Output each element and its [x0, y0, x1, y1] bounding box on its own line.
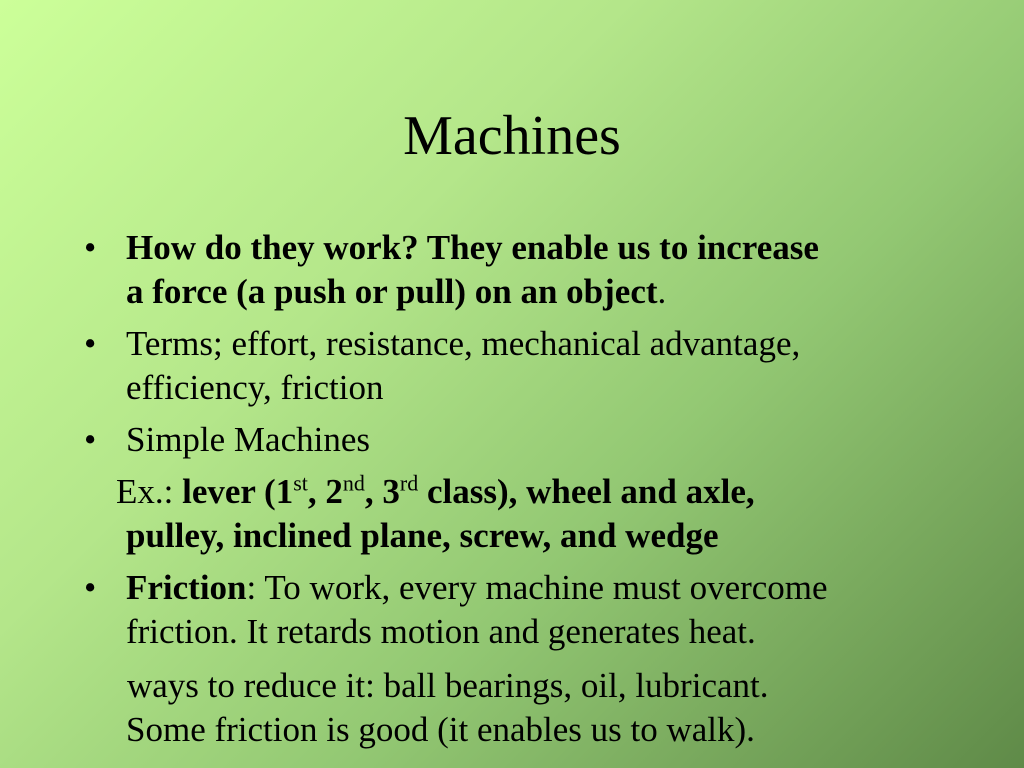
- terms-line-1: Terms; effort, resistance, mechanical advantage,: [126, 324, 801, 363]
- friction-line-1-rest: : To work, every machine must overcome: [246, 568, 828, 607]
- terms-line-2: efficiency, friction: [126, 368, 384, 407]
- reduce-friction-paragraph: [84, 664, 964, 752]
- friction-line-2: friction. It retards motion and generates heat.: [126, 612, 756, 651]
- bullet-text-bold-line-2: a force (a push or pull) on an object: [126, 272, 658, 311]
- reduce-line-1: ways to reduce it: ball bearings, oil, lubricant.: [127, 666, 769, 705]
- friction-bold-label: Friction: [126, 568, 247, 607]
- example-sup-st: st: [293, 470, 308, 496]
- bullet-item-simple-machines: [84, 418, 964, 462]
- example-sup-nd: nd: [342, 470, 365, 496]
- example-line-2: pulley, inclined plane, screw, and wedge: [126, 516, 719, 555]
- example-comma-2: , 2: [307, 472, 343, 511]
- bullet-text-tail: .: [657, 272, 667, 311]
- simple-machines-text: Simple Machines: [126, 420, 370, 459]
- example-prefix: Ex.:: [116, 472, 183, 511]
- bullet-icon: •: [84, 420, 97, 459]
- bullet-item-how-they-work: [84, 226, 964, 314]
- bullet-text-bold-line-1: How do they work? They enable us to increase: [126, 228, 819, 267]
- example-class-wheel-axle: class), wheel and axle,: [418, 472, 755, 511]
- bullet-icon: •: [84, 228, 97, 267]
- example-comma-3: , 3: [364, 472, 400, 511]
- slide-content: [84, 226, 964, 752]
- bullet-icon: •: [84, 324, 97, 363]
- example-sup-rd: rd: [399, 470, 419, 496]
- bullet-icon: •: [84, 568, 97, 607]
- example-lever: lever (1: [182, 472, 294, 511]
- bullet-item-friction: [84, 566, 964, 654]
- slide-title: Machines: [403, 105, 621, 167]
- example-subitem: [84, 470, 964, 558]
- bullet-item-terms: [84, 322, 964, 410]
- reduce-line-2: Some friction is good (it enables us to walk).: [126, 710, 755, 749]
